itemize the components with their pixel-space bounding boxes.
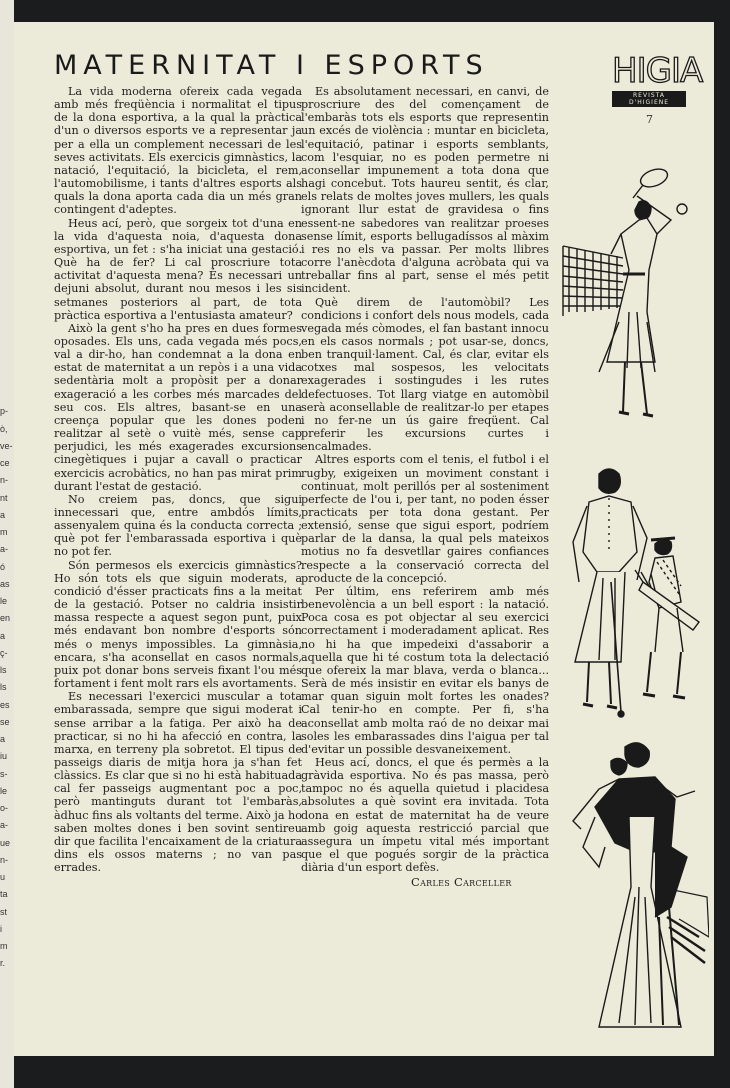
previous-page-fragment: ue	[0, 838, 11, 848]
author-signature: Carles Carceller	[411, 875, 512, 890]
paragraph: Es necessari l'exercici muscular a tota embarassada, sempre que sigui moderat i sense arribar a la fatiga. Per això ha de practicar, si no hi ha afecció en contra, la marxa, en terreny pla sobretot. El tipus de passeigs diaris de mitja hora ja s'han fet clàssics. Es clar que si no hi està habituada cal fer passeigs augmentant poc a poc, però mantinguts durant tot l'embaràs, àdhuc fins als voltants del terme. Això ja ho saben moltes dones i ben sovint sentireu dir que facilita l'encaixament de la criatura dins els ossos materns ; no van pas errades.	[54, 690, 302, 875]
magazine-page	[14, 22, 714, 1056]
previous-page-fragment: st	[0, 907, 8, 917]
caddie-figure	[635, 538, 699, 698]
tennis-player-illustration	[559, 162, 709, 422]
previous-page-fragment: ç-	[0, 648, 8, 658]
previous-page-fragment: m	[0, 941, 8, 951]
dancing-couple-illustration	[559, 737, 709, 1037]
previous-page-fragment: es	[0, 700, 10, 710]
tennis-ball-icon	[677, 204, 687, 214]
previous-page-fragment: p-	[0, 406, 9, 416]
tennis-net-icon	[563, 246, 623, 316]
previous-page-fragment: se	[0, 717, 10, 727]
previous-page-edge	[0, 0, 14, 1088]
article-column-right	[301, 85, 549, 890]
previous-page-fragment: iu	[0, 751, 8, 761]
previous-page-fragment: o-	[0, 803, 9, 813]
previous-page-fragment: a-	[0, 820, 9, 830]
previous-page-fragment: as	[0, 579, 10, 589]
previous-page-fragment: m	[0, 527, 8, 537]
paragraph: Heus ací, doncs, el que és permès a la gràvida esportiva. No és pas massa, però tampoc no és aquella quietud i placidesa absolutes a què sovint era invitada. Tota dona en estat de maternitat ha de veure amb goig aquesta restricció parcial que assegura un ímpetu vital més important que el que pogués sorgir de la pràctica diària d'un esport defès.	[301, 755, 549, 875]
previous-page-fragment: ó	[0, 562, 6, 572]
previous-page-fragment: n-	[0, 855, 9, 865]
paragraph: Es absolutament necessari, en canvi, de proscriure des del començament de l'embaràs tots els esports que representin un excés de violència : muntar en bicicleta, l'equitació, patinar i esports semblants, com l'esquiar, no es poden permetre ni aconsellar impunement a tota dona que hagi concebut. Tots haureu sentit, és clar, els relats de moltes joves mullers, les quals ignorant llur estat de gravidesa o fins essent-ne sabedores van realitzar proeses sense límit, esports bellugadíssos al màxim i res no els va passar. Per molts llibres corre l'anècdota d'alguna acròbata qui va treballar fins al part, sense el més petit incident.	[301, 85, 549, 296]
previous-page-fragment: ce	[0, 458, 10, 468]
paragraph: No creiem pas, doncs, que sigui innecessari que, entre ambdós límits, assenyalem quina és la conducta correcta ; què pot fer l'embarassada esportiva i què no pot fer.	[54, 492, 302, 559]
higia-logo	[612, 51, 703, 106]
article-column-left	[54, 85, 302, 874]
previous-page-fragment: a	[0, 510, 6, 520]
previous-page-fragment: le	[0, 786, 8, 796]
previous-page-fragment: ls	[0, 665, 7, 675]
previous-page-fragment: s-	[0, 769, 8, 779]
page-number: 7	[646, 113, 653, 126]
previous-page-fragment: ò,	[0, 424, 8, 434]
previous-page-fragment: i	[0, 924, 2, 934]
golfer-illustration	[559, 462, 709, 727]
previous-page-fragment: ls	[0, 682, 7, 692]
previous-page-fragment: en	[0, 613, 11, 623]
previous-page-fragment: a	[0, 734, 6, 744]
previous-page-fragment: le	[0, 596, 8, 606]
previous-page-fragment: nt	[0, 493, 8, 503]
paragraph: La vida moderna ofereix cada vegada amb més freqüència i normalitat el tipus de la dona esportiva, a la qual la pràctica d'un o diversos esports ve a representar ja per a ella un complement necessari de les seves activitats. Els exercicis gimnàstics, la natació, l'equitació, la bicicleta, el rem, l'automobilisme, i tants d'altres esports als quals la dona aporta cada dia un més gran contingent d'adeptes.	[54, 85, 302, 217]
paragraph: Què direm de l'automòbil? Les condicions i confort dels nous models, cada vegada més còmodes, el fan bastant innocu en els casos normals ; pot usar-se, doncs, ben tranquil·lament. Cal, és clar, evitar els cotxes mal sospesos, les velocitats exagerades i sostingudes i les rutes defectuoses. Tot llarg viatge en automòbil serà aconsellable de realitzar-lo per etapes i no fer-ne un ús gaire freqüent. Cal preferir les excursions curtes i encalmades.	[301, 295, 549, 454]
paragraph: Heus ací, però, que sorgeix tot d'una en la vida d'aquesta noia, d'aquesta dona esportiva, un fet : s'ha iniciat una gestació. Què ha de fer? Li cal proscriure tota activitat d'aquesta mena? És necessari un dejuni absolut, durant nou mesos i les sis setmanes posteriors al part, de tota pràctica esportiva a l'entusiasta amateur?	[54, 216, 302, 322]
previous-page-fragment: a-	[0, 544, 9, 554]
previous-page-fragment: a	[0, 631, 6, 641]
paragraph: Això la gent s'ho ha pres en dues formes oposades. Els uns, cada vegada més pocs, val a dir-ho, han condemnat a la dona en estat de maternitat a un repòs i a una vida sedentària molt a propòsit per a donar exageració a les corbes més marcades del seu cos. Els altres, basant-se en una creença popular que les dones poden realitzar al setè o vuitè més, sense cap perjudici, les més exagerades excursions cinegètiques i pujar a cavall o practicar exercicis acrobàtics, no han pas mirat prim durant l'estat de gestació.	[54, 321, 302, 493]
paragraph: Per últim, ens referirem amb més benevolència a un bell esport : la natació. Poca cosa es pot objectar al seu exercici correctament i moderadament aplicat. Res no hi ha que impedeixi d'assaborir a aquella que hi té costum tota la delectació que ofereix la mar blava, verda o blanca... Serà de més insistir en evitar els banys de mar quan siguin molt fortes les onades? Cal tenir-ho en compte. Per fi, s'ha aconsellat amb molta raó de no deixar mai soles les embarassades dins l'aigua per tal d'evitar un possible desvaneixement.	[301, 584, 549, 756]
previous-page-fragment: n-	[0, 475, 9, 485]
previous-page-fragment: u	[0, 872, 6, 882]
paragraph: Altres esports com el tenis, el futbol i el rugby, exigeixen un moviment constant i continuat, molt perillós per al sosteniment perfecte de l'ou i, per tant, no poden ésser practicats per tota dona gestant. Per extensió, sense que sigui esport, podríem parlar de la dansa, la qual pels mateixos motius no fa desvetllar gaires confiances respecte a la conservació correcta del producte de la concepció.	[301, 453, 549, 585]
tennis-racket-icon	[638, 166, 670, 191]
previous-page-fragment: ta	[0, 889, 8, 899]
logo-subtitle: REVISTA D'HIGIENE	[612, 91, 686, 107]
logo-wordmark: HIGIA	[612, 51, 703, 91]
article-title: MATERNITAT I ESPORTS	[54, 50, 489, 81]
previous-page-fragment: r.	[0, 958, 6, 968]
previous-page-fragment: ve-	[0, 441, 13, 451]
paragraph: Són permesos els exercicis gimnàstics? Ho són tots els que siguin moderats, a condició d'ésser practicats fins a la meitat de la gestació. Potser no caldria insistir massa respecte a aquest segon punt, puix més endavant bon nombre d'esports són més o menys impossibles. La gimnàsia, encara, s'ha aconsellat en casos normals, puix pot donar bons serveis fixant l'ou més fortament i fent molt rars els avortaments.	[54, 558, 302, 691]
